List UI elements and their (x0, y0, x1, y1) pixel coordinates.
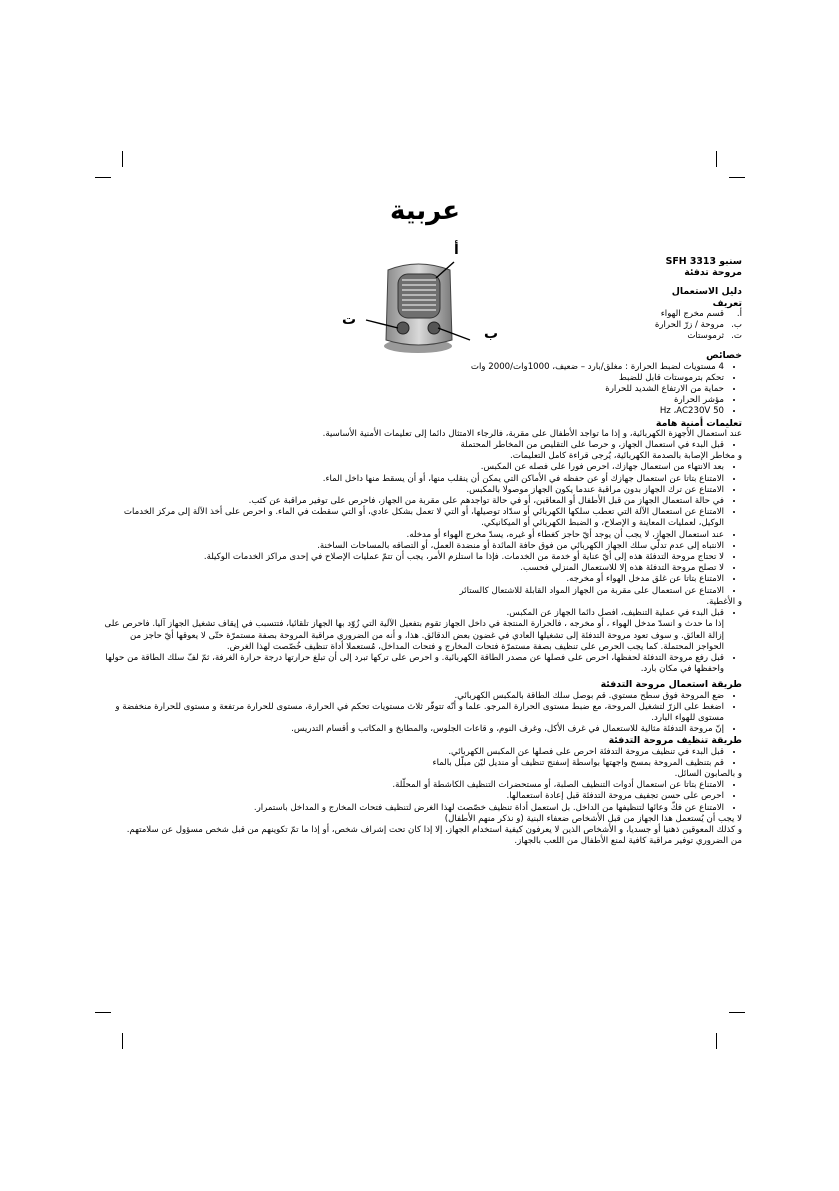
crop-mark (729, 177, 745, 178)
label-t: ت (342, 312, 357, 328)
manual-text (102, 256, 742, 847)
list-item: • 50 Hz ،AC230V (102, 406, 724, 417)
list-item: أ. قسم مخرج الهواء (660, 308, 742, 319)
list-item: • قبل البدء في استعمال الجهاز، و حرصا على التقليص من المخاطر المحتملة (102, 440, 724, 451)
list-item: • بعد الانتهاء من استعمال جهازك، احرص فورا على فصله عن المكبس. (102, 462, 724, 473)
safety-title: تعليمات أمنية هامة (655, 417, 742, 429)
product-name: مروحة تدفئة (684, 267, 742, 279)
list-item: • الامتناع عن استعمال الآلة التي تعطب سلكها الكهربائي أو سدّاد توصيلها، أو التي لا تعمل بشكل عادي، أو التي سقطت في الماء. و احرص على أخذ الآلة إلى مركز الخدمات الوكيل، لعمليات المعاينة و الإصلاح، و الضبط الكهربائي أو الميكانيكي. (102, 507, 724, 529)
list-item: • احرص على حسن تجفيف مروحة التدفئة قبل إعادة استعمالها. (102, 791, 724, 802)
list-item: • الامتناع عن فكّ وعائها لتنظيفها من الداخل. بل استعمل أداة تنظيف خصّصت لهذا الغرض لتنظيف فتحات المخارج و المداخل باستمرار. (102, 803, 724, 814)
crop-mark (729, 1012, 745, 1013)
list-item: • قبل البدء في عملية التنظيف، افصل دائما الجهاز عن المكبس. (102, 608, 724, 619)
definition-title: تعريف (712, 297, 742, 309)
list-item: • قم بتنظيف المروحة بمسح واجهتها بواسطة إسفنج تنظيف أو منديل ليّن مبلّل بالماء (102, 758, 724, 769)
label-a: أ (454, 242, 459, 258)
manual-title: دليل الاستعمال (671, 286, 742, 298)
list-item: • في حالة استعمال الجهاز من قبل الأطفال أو المعاقين، أو في حالة تواجدهم على مقربة من الجهاز، فاحرص على توفير مراقبة عن كثب. (102, 496, 724, 507)
list-item: • الامتناع عن ترك الجهاز بدون مراقبة عندما يكون الجهاز موصولا بالمكبس. (102, 485, 724, 496)
usage-list (102, 691, 742, 736)
footer-paragraph: و كذلك المعوقين ذهنيا أو جسديا، و الأشخاص الذين لا يعرفون كيفية استخدام الجهاز، إلا إذا كان تحت إشراف شخص، أو إذا ما تمّ تكوينهم من قبل شخص مسؤول عن سلامتهم. (126, 824, 742, 835)
list-item: • 4 مستويات لضبط الحرارة : مغلق/بارد – ضعيف، 1000وات/2000 وات (102, 362, 724, 373)
list-item: • الامتناع عن استعمال على مقربة من الجهاز المواد القابلة للاشتعال كالستائر (102, 586, 724, 597)
page-title: عربية (389, 196, 461, 226)
move-list (102, 653, 742, 675)
list-item: • عند استعمال الجهاز، لا يجب أن يوجد أيّ حاجز كغطاء أو غيره، يسدّ مخرج الهواء أو مدخله. (102, 530, 724, 541)
overheat-paragraph: إذا ما حدث و انسدّ مدخل الهواء ، أو مخرجه ، فالحرارة المنتجة في داخل الجهاز تقوم بتفعيل الآلية التي زُوّد بها الجهاز تلقائيا، فتتسبب في إيقاف تشغيل الجهاز آليا. فاحرص على إزالة العائق. و سوف تعود مروحة التدفئة إلى تشغيلها العادي في غضون بعض الدقائق. هذا، و أنه من الضروري مراقبة المروحة بصفة مستمرّة حتّى لا يعوقها أيّ حاجز من الحواجز المحتملة. كما يجب الحرص على تنظيف بصفة مستمرّة فتحات المخارج و فتحات المداخل، مُستعملا أداة تنظيف خُصّصت لهذا الغرض. (104, 619, 724, 652)
cleaning-list (102, 747, 742, 769)
cleaning-title: طريقة تنظيف مروحة التدفئة (608, 735, 742, 747)
safety-continued-2: و الأغطية. (706, 596, 742, 607)
list-item: • اضغط على الزرّ لتشغيل المروحة، مع ضبط مستوى الحرارة المرجو. علما و أنّه تتوفّر ثلاث مستويات تحكم في الحرارة، مستوى للحرارة مرتفعة و مستوى للحرارة منخفضة و مستوى للهواء البارد. (102, 702, 724, 724)
crop-mark (95, 177, 111, 178)
list-item: • الانتباه إلى عدم تدلّي سلك الجهاز الكهربائي من فوق حافة المائدة أو منضدة العمل، أو التصاقه بالمساحات الساخنة. (102, 541, 724, 552)
features-list (102, 362, 742, 418)
crop-mark (716, 151, 717, 167)
cleaning-before-list (102, 608, 742, 619)
safety-first-list (102, 440, 742, 451)
list-item: • إنّ مروحة التدفئة مثالية للاستعمال في غرف الأكل، وغرف النوم، و قاعات الجلوس، والمطابخ و المكاتب و أقسام التدريس. (102, 724, 724, 735)
list-item: • لا تصلح مروحة التدفئة هذه إلا للاستعمال المنزلي فحسب. (102, 563, 724, 574)
list-item: • الامتناع بتاتا عن استعمال أدوات التنظيف الصلبة، أو مستحضرات التنظيف الكاشطة أو المحلّلة. (102, 780, 724, 791)
parts-list (102, 309, 742, 343)
safety-intro: عند استعمال الأجهزة الكهربائية، و إذا ما تواجد الأطفال على مقربة، فالرجاء الامتثال دائما إلى تعليمات الأمنية الأساسية. (322, 428, 742, 439)
footer-paragraph: لا يجب أن يُستعمل هذا الجهاز من قبل الأشخاص ضعفاء البنية (و نذكر منهم الأطفال) (444, 813, 742, 824)
crop-mark (95, 1012, 111, 1013)
crop-mark (122, 1033, 123, 1049)
list-item: • قبل رفع مروحة التدفئة لحفظها، احرص على فصلها عن مصدر الطاقة الكهربائية. و احرص على تركها تبرد إلى أن تبلغ حرارتها درجة حرارة الغرفة، ثمّ لفّ سلك الطاقة من حولها واحفظها في مكان بارد. (102, 653, 724, 675)
model-name: سنبو SFH 3313 (665, 256, 742, 267)
list-item: • حماية من الارتفاع الشديد للحرارة (102, 384, 724, 395)
safety-list (102, 462, 742, 596)
crop-mark (122, 151, 123, 167)
label-b: ب (484, 326, 499, 342)
cleaning-continued: و بالصابون السائل. (674, 768, 742, 779)
cleaning-list-2 (102, 780, 742, 814)
list-item: • الامتناع بتاتا عن غلق مدخل الهواء أو مخرجه. (102, 574, 724, 585)
list-item: ت. ثرموستات (687, 331, 742, 342)
crop-mark (716, 1033, 717, 1049)
list-item: • تحكم بترموستات قابل للضبط (102, 373, 724, 384)
features-title: خصائص (706, 350, 742, 362)
list-item: • مؤشر الحرارة (102, 395, 724, 406)
list-item: ب. مروحة / زرّ الحرارة (654, 320, 742, 331)
list-item: • الامتناع بتاتا عن استعمال جهازك أو عن حفظه في الأماكن التي يمكن أن ينقلب منها، أو أن يسقط منها داخل الماء. (102, 474, 724, 485)
list-item: • قبل البدء في تنظيف مروحة التدفئة احرص على فصلها عن المكبس الكهربائي. (102, 747, 724, 758)
usage-title: طريقة استعمال مروحة التدفئة (600, 679, 742, 691)
list-item: • ضع المروحة فوق سطح مستوي. قم بوصل سلك الطاقة بالمكبس الكهربائي. (102, 691, 724, 702)
safety-continued: و مخاطر الإصابة بالصدمة الكهربائية، يُرجى قراءة كامل التعليمات. (510, 451, 742, 462)
list-item: • لا تحتاج مروحة التدفئة هذه إلى أيّ عناية أو خدمة من الخدمات. فإذا ما استلزم الأمر، يجب أن تتمّ عمليات الإصلاح في إحدى مراكز الخدمات الوكيلة. (102, 552, 724, 563)
footer-paragraph: من الضروري توفير مراقبة كافية لمنع الأطفال من اللعب بالجهاز. (514, 836, 742, 847)
